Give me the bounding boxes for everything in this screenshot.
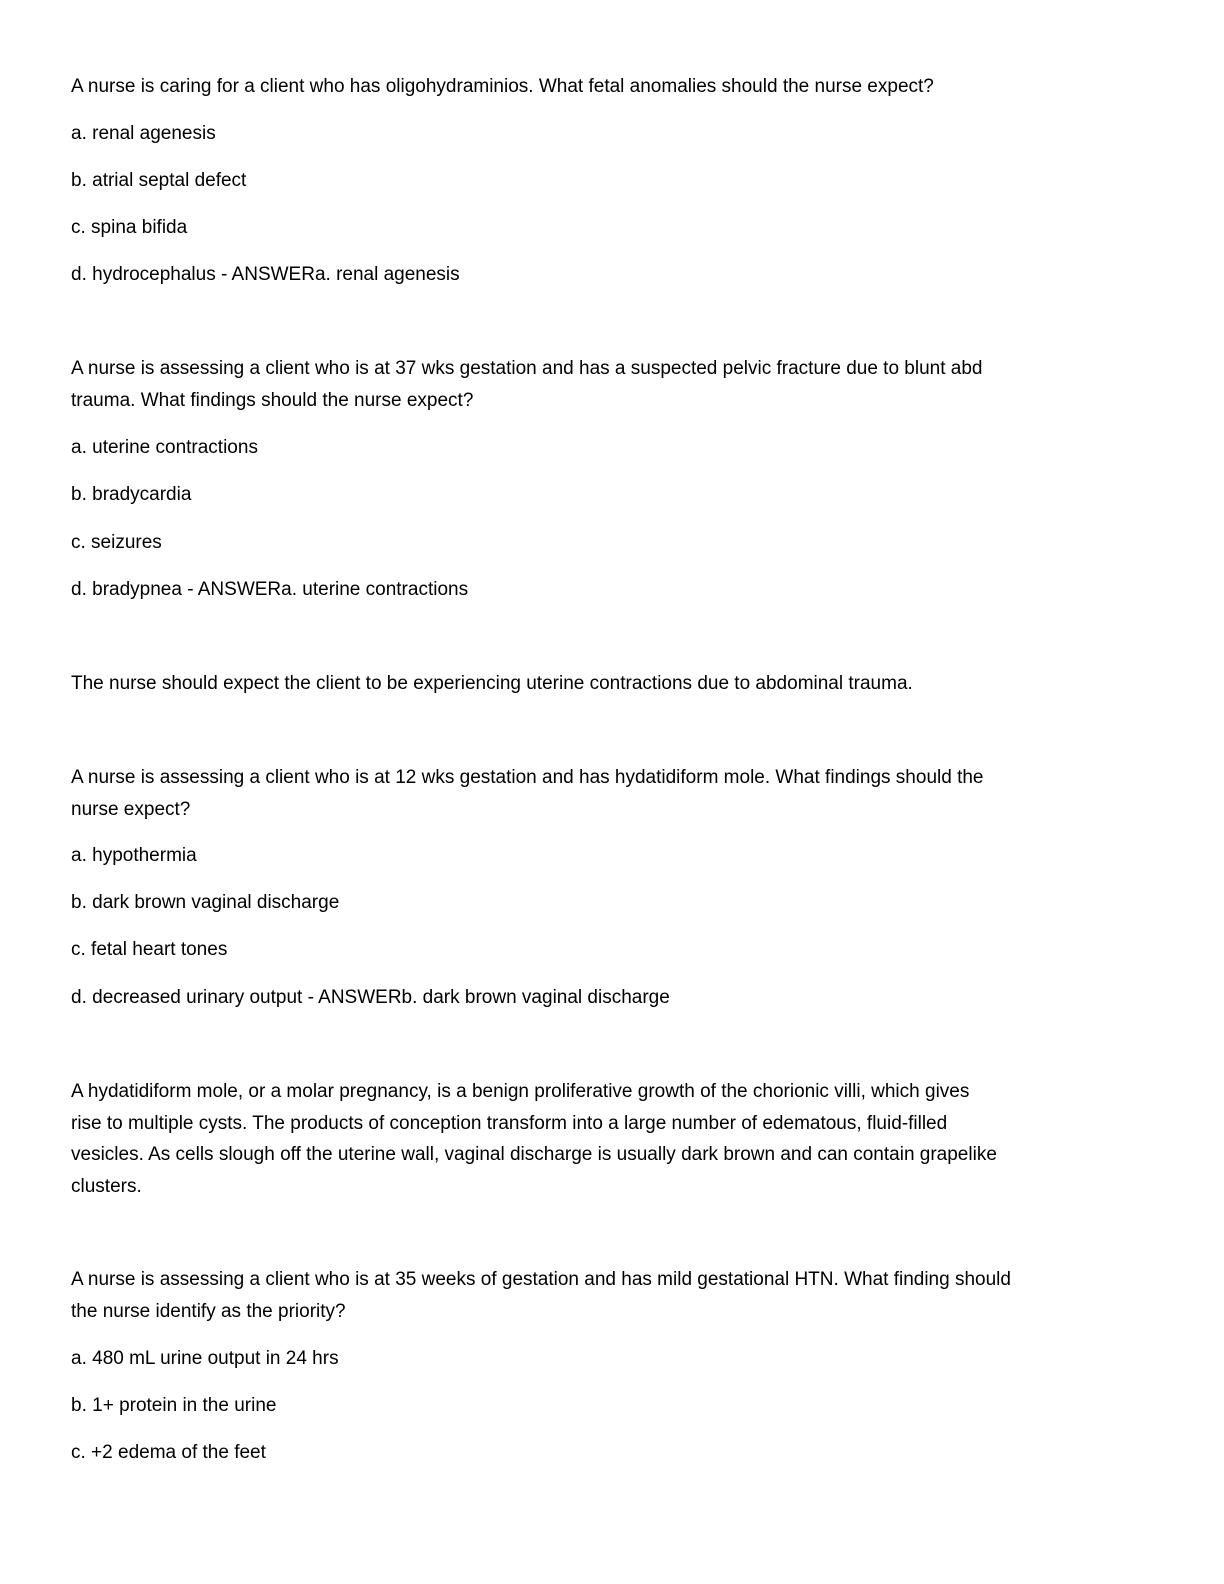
answer-option: b. dark brown vaginal discharge — [71, 892, 340, 913]
question-stem-line: A nurse is assessing a client who is at 35 weeks of gestation and has mild gestational HTN. What finding should — [71, 1269, 1011, 1290]
question-stem-line: A nurse is assessing a client who is at 37 wks gestation and has a suspected pelvic fracture due to blunt abd — [71, 358, 983, 379]
answer-option: c. spina bifida — [71, 217, 188, 238]
rationale-line: clusters. — [71, 1176, 142, 1197]
answer-option: a. uterine contractions — [71, 437, 258, 458]
answer-option: d. decreased urinary output - ANSWERb. dark brown vaginal discharge — [71, 987, 670, 1008]
question-stem-line: nurse expect? — [71, 799, 191, 820]
question-stem-line: trauma. What findings should the nurse expect? — [71, 390, 474, 411]
question-stem: A nurse is caring for a client who has oligohydraminios. What fetal anomalies should the nurse expect? — [71, 76, 934, 97]
answer-option: b. atrial septal defect — [71, 170, 247, 191]
answer-option: d. bradypnea - ANSWERa. uterine contractions — [71, 579, 469, 600]
answer-option: d. hydrocephalus - ANSWERa. renal agenesis — [71, 264, 460, 285]
answer-option: a. hypothermia — [71, 845, 197, 866]
answer-option: c. +2 edema of the feet — [71, 1442, 266, 1463]
question-stem-line: the nurse identify as the priority? — [71, 1301, 346, 1322]
rationale-line: rise to multiple cysts. The products of conception transform into a large number of edematous, fluid-filled — [71, 1113, 948, 1134]
answer-option: a. 480 mL urine output in 24 hrs — [71, 1348, 339, 1369]
rationale-line: A hydatidiform mole, or a molar pregnancy, is a benign proliferative growth of the chorionic villi, which gives — [71, 1081, 970, 1102]
answer-option: c. seizures — [71, 532, 162, 553]
answer-option: b. bradycardia — [71, 484, 192, 505]
answer-option: b. 1+ protein in the urine — [71, 1395, 277, 1416]
rationale: The nurse should expect the client to be experiencing uterine contractions due to abdominal trauma. — [71, 673, 913, 694]
question-stem-line: A nurse is assessing a client who is at 12 wks gestation and has hydatidiform mole. What findings should the — [71, 767, 984, 788]
answer-option: c. fetal heart tones — [71, 939, 228, 960]
answer-option: a. renal agenesis — [71, 123, 216, 144]
rationale-line: vesicles. As cells slough off the uterine wall, vaginal discharge is usually dark brown and can contain grapelike — [71, 1144, 997, 1165]
